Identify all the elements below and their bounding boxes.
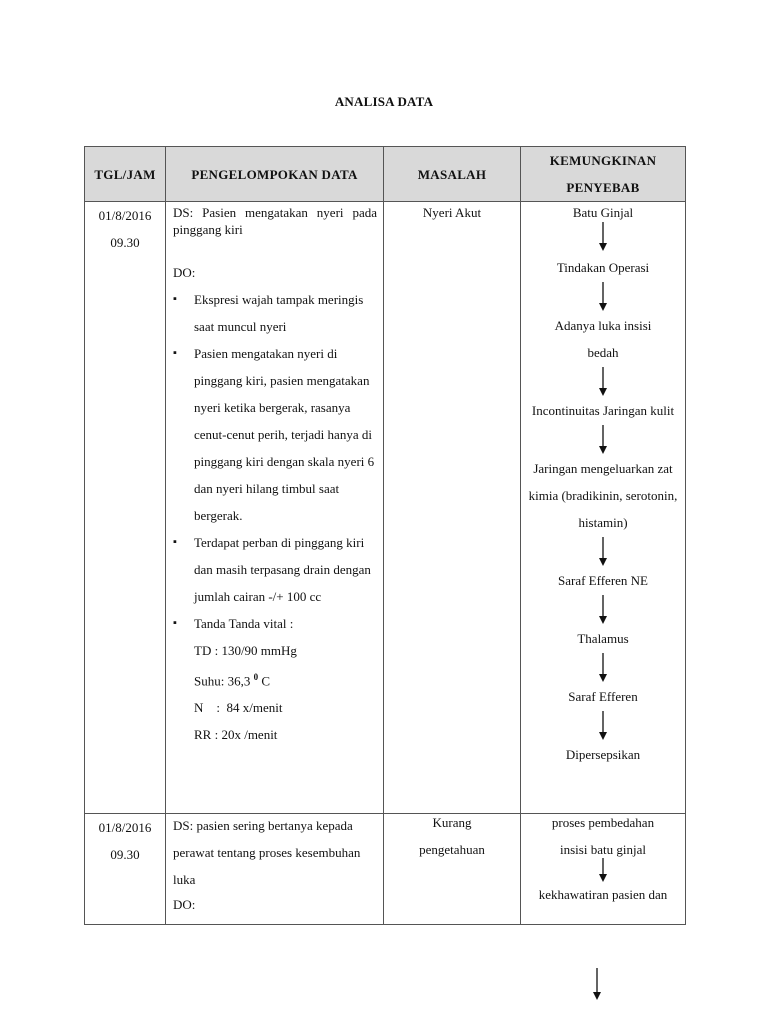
flow-node: proses pembedahan insisi batu ginjal [551,815,655,857]
document-title: ANALISA DATA [334,94,434,109]
down-arrow-icon [525,857,681,883]
analysis-table [84,146,686,925]
penyebab-cell [521,202,686,814]
down-arrow-icon [525,366,681,397]
down-arrow-icon [525,281,681,312]
flow-node: Saraf Efferen NE [558,573,648,588]
ds-text: DS: Pasien mengatakan nyeri pada pinggang kiri [173,205,377,237]
header-tgl-jam: TGL/JAM [85,147,166,202]
flow-node: Tindakan Operasi [556,260,650,275]
do-label: DO: [173,897,196,912]
header-kemungkinan-penyebab: KEMUNGKINAN PENYEBAB [521,147,686,202]
down-arrow-icon [525,221,681,252]
flow-node: Adanya luka insisi bedah [554,318,652,360]
table-row [85,202,686,814]
ds-text: DS: pasien sering bertanya kepada perawat tentang proses kesembuhan luka [173,818,361,887]
down-arrow-icon [525,594,681,625]
date-text: 01/8/2016 [98,820,152,835]
down-arrow-icon [525,710,681,741]
header-masalah: MASALAH [384,147,521,202]
down-arrow-icon [525,536,681,567]
vital-suhu-degree: 0 [253,672,259,682]
vital-rr: RR : 20x /menit [194,727,278,743]
table-header-row [85,147,686,202]
down-arrow-icon [592,967,602,1006]
vital-suhu-unit: C [258,673,271,689]
do-item: ▪ Ekspresi wajah tampak meringis saat muncul nyeri [173,286,377,340]
do-item: ▪ Tanda Tanda vital : [173,610,377,637]
date-text: 01/8/2016 [98,208,152,223]
down-arrow-icon [525,424,681,455]
do-item: ▪ Pasien mengatakan nyeri di pinggang kiri, pasien mengatakan nyeri ketika bergerak, rasanya cenut-cenut perih, terjadi hanya di pinggang kiri dengan skala nyeri 6 dan nyeri hilang timbul saat bergerak. [173,340,377,529]
header-pengelompokan-data: PENGELOMPOKAN DATA [166,147,384,202]
masalah-text: Nyeri Akut [422,205,482,220]
data-cell [166,814,384,925]
table-row [85,814,686,925]
date-cell [85,814,166,925]
down-arrow-icon [525,652,681,683]
flow-node: Saraf Efferen [568,689,638,704]
do-item: ▪ Terdapat perban di pinggang kiri dan masih terpasang drain dengan jumlah cairan -/+ 100 cc [173,529,377,610]
flow-node: Thalamus [577,631,629,646]
date-cell [85,202,166,814]
masalah-text: Kurang pengetahuan [419,815,485,857]
flow-node: Dipersepsikan [565,747,641,762]
time-text: 09.30 [110,847,140,862]
vital-suhu [173,664,377,694]
do-list [173,286,377,637]
masalah-cell [384,814,521,925]
data-cell [166,202,384,814]
vital-n: N : 84 x/menit [194,700,283,716]
flow-node: kekhawatiran pasien dan [538,887,668,902]
time-text: 09.30 [110,235,140,250]
flow-node: Batu Ginjal [572,205,634,220]
penyebab-cell [521,814,686,925]
flow-node: Jaringan mengeluarkan zat kimia (bradikinin, serotonin, histamin) [528,461,678,530]
vital-td: TD : 130/90 mmHg [194,643,297,658]
vital-suhu-value: Suhu: 36,3 [194,673,251,689]
do-label: DO: [173,265,196,280]
flow-node: Incontinuitas Jaringan kulit [531,403,675,418]
masalah-cell [384,202,521,814]
